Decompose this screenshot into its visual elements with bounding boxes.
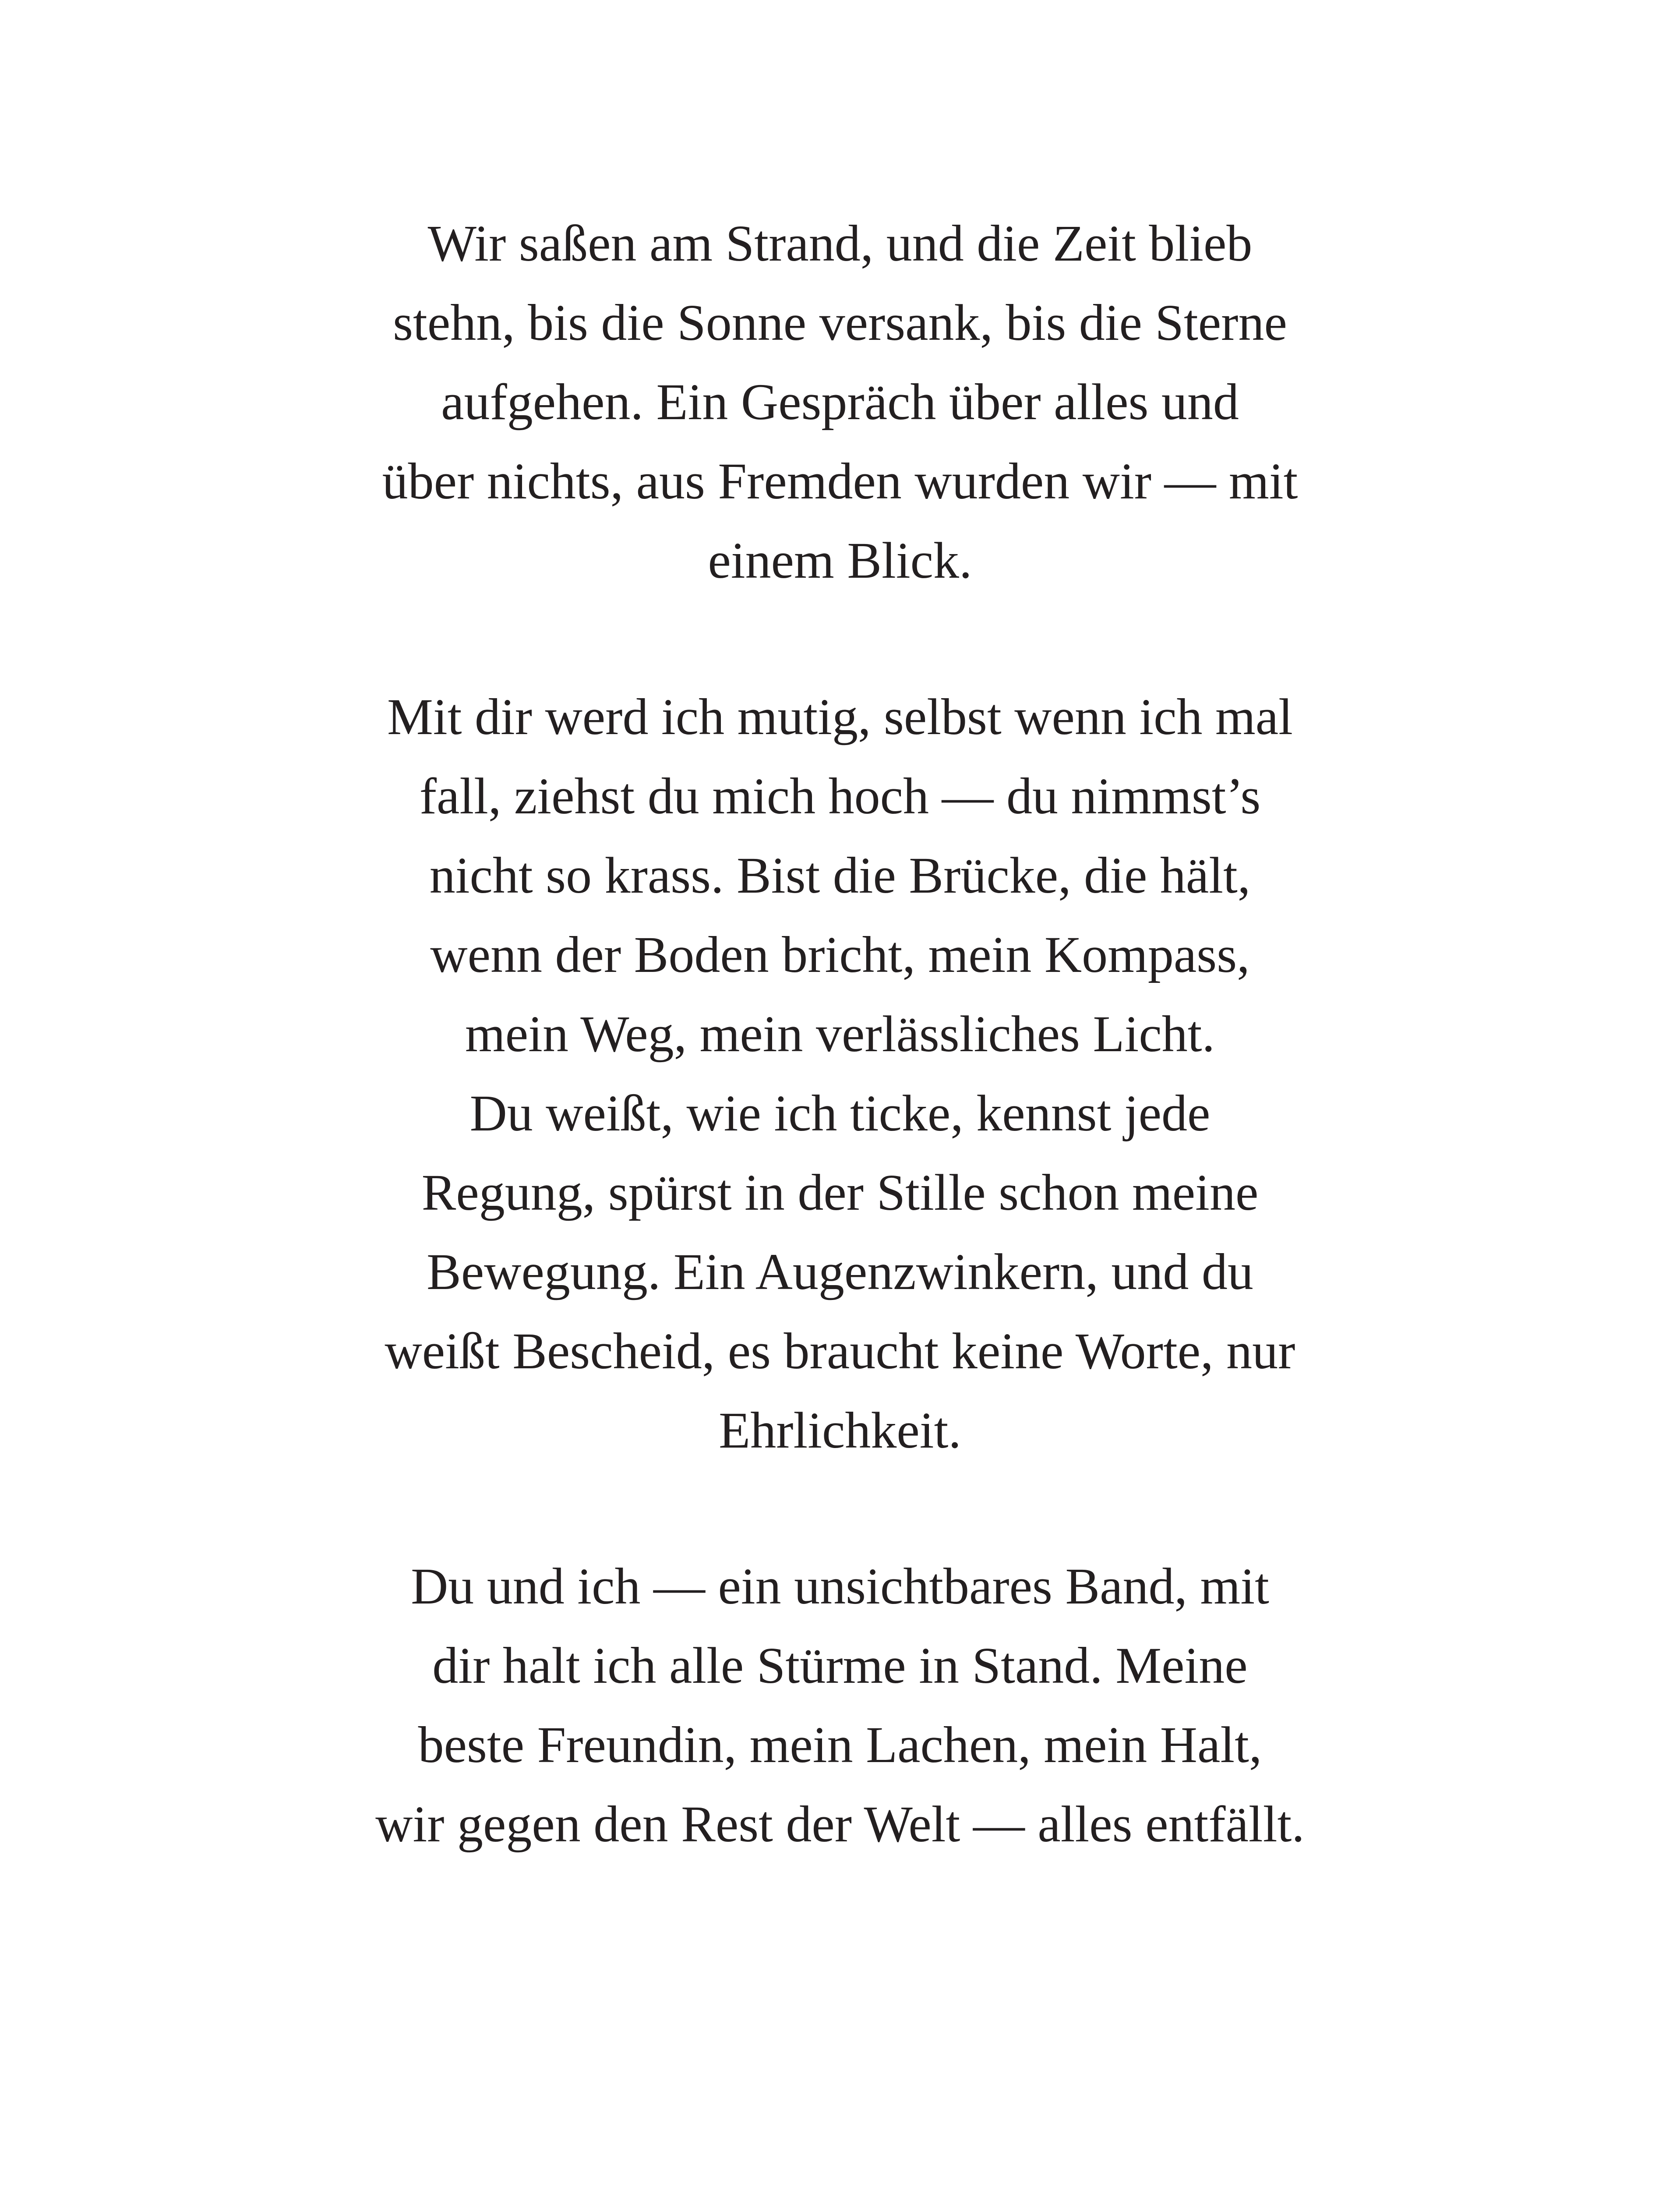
- stanza-line: mein Weg, mein verlässliches Licht.: [465, 1005, 1215, 1063]
- stanza-line: stehn, bis die Sonne versank, bis die Sterne: [393, 294, 1287, 351]
- stanza-line: dir halt ich alle Stürme in Stand. Meine: [432, 1637, 1248, 1694]
- stanza-line: fall, ziehst du mich hoch — du nimmst’s: [419, 767, 1261, 825]
- stanza-line: aufgehen. Ein Gespräch über alles und: [441, 373, 1239, 431]
- stanza-line: Du und ich — ein unsichtbares Band, mit: [411, 1558, 1269, 1615]
- stanza-line: Bewegung. Ein Augenzwinkern, und du: [427, 1243, 1253, 1300]
- stanza-line: Ehrlichkeit.: [719, 1402, 961, 1459]
- stanza-1: [0, 204, 1680, 600]
- stanza-line: Wir saßen am Strand, und die Zeit blieb: [427, 215, 1253, 272]
- stanza-line: wir gegen den Rest der Welt — alles entfällt.: [375, 1795, 1305, 1853]
- stanza-line: nicht so krass. Bist die Brücke, die hält,: [429, 847, 1251, 904]
- stanza-line: beste Freundin, mein Lachen, mein Halt,: [418, 1716, 1262, 1773]
- stanza-line: wenn der Boden bricht, mein Kompass,: [430, 926, 1250, 983]
- stanza-line: Regung, spürst in der Stille schon meine: [421, 1164, 1259, 1221]
- stanza-line: Du weißt, wie ich ticke, kennst jede: [469, 1084, 1211, 1142]
- stanza-line: Mit dir werd ich mutig, selbst wenn ich mal: [387, 688, 1293, 745]
- stanza-line: einem Blick.: [708, 532, 972, 589]
- stanza-line: weißt Bescheid, es braucht keine Worte, nur: [385, 1322, 1295, 1380]
- stanza-line: über nichts, aus Fremden wurden wir — mit: [382, 452, 1298, 510]
- stanza-3: [0, 1547, 1680, 1864]
- stanza-2: [0, 677, 1680, 1470]
